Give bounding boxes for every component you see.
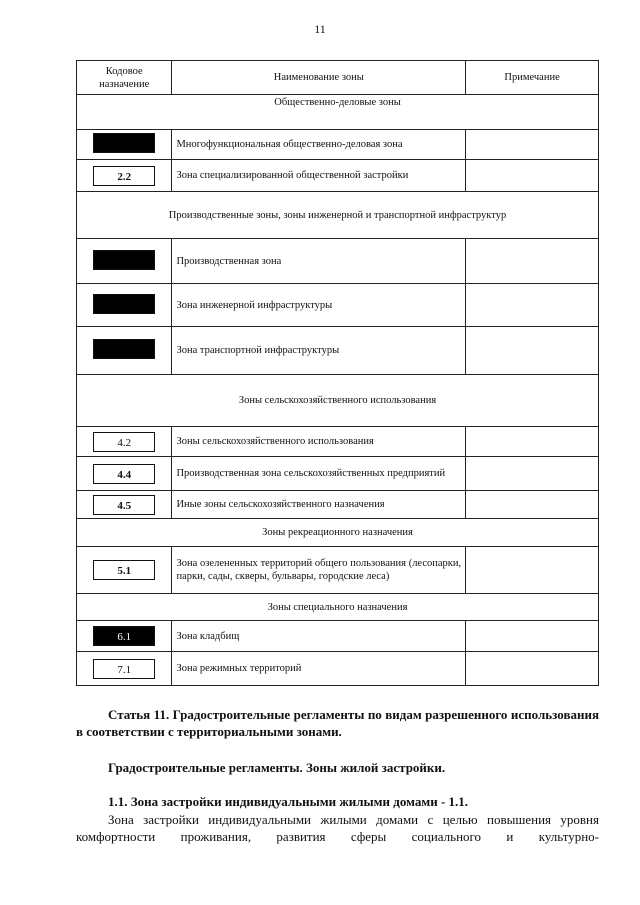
zone-row [77,327,599,375]
code-cell [77,284,172,327]
code-cell [77,621,172,652]
zone-note [466,652,599,686]
zone-code: 4.2 [93,432,155,452]
code-cell [77,327,172,375]
zone-code: 7.1 [93,659,155,679]
section-row [77,594,599,621]
article-heading: Статья 11. Градостроительные регламенты по видам разрешенного использования в соответствии с территориальными зонами. [76,707,599,739]
zone-row [77,160,599,192]
zone-row [77,130,599,160]
zone-row [77,427,599,457]
section-row [77,519,599,547]
section-title: Зоны рекреационного назначения [77,519,599,547]
zone-code-filled [93,133,155,153]
section-row [77,95,599,130]
section-title: Общественно-деловые зоны [77,95,599,130]
zone-row [77,652,599,686]
zone-row [77,621,599,652]
code-cell [77,239,172,284]
zone-row [77,547,599,594]
section-title: Зоны сельскохозяйственного использования [77,375,599,427]
zone-note [466,160,599,192]
zone-note [466,327,599,375]
section-title: Зоны специального назначения [77,594,599,621]
zones-table [76,60,599,686]
zone-row [77,284,599,327]
zone-code: 4.4 [93,464,155,484]
zone-name: Иные зоны сельскохозяйственного назначения [172,491,466,519]
code-cell [77,457,172,491]
zone-row [77,239,599,284]
code-cell [77,547,172,594]
zone-code-filled [93,339,155,359]
code-cell [77,491,172,519]
code-cell [77,160,172,192]
section-title: Производственные зоны, зоны инженерной и транспортной инфраструктур [77,192,599,239]
subsection-heading: 1.1. Зона застройки индивидуальными жилыми домами - 1.1. [108,794,469,809]
zone-name: Зона режимных территорий [172,652,466,686]
regulations-heading: Градостроительные регламенты. Зоны жилой застройки. [108,760,446,775]
zone-note [466,491,599,519]
zone-code-filled [93,294,155,314]
zone-code: 4.5 [93,495,155,515]
code-cell [77,652,172,686]
zone-row [77,491,599,519]
zone-note [466,284,599,327]
zone-name: Зоны сельскохозяйственного использования [172,427,466,457]
body-paragraph: Зона застройки индивидуальными жилыми домами с целью повышения уровня комфортности проживания, развития сферы социального и культурно- [76,812,599,844]
code-cell [77,130,172,160]
zone-name: Зона кладбищ [172,621,466,652]
header-name: Наименование зоны [172,61,466,95]
table-header-row [77,61,599,95]
page-number: 11 [314,22,326,36]
code-cell [77,427,172,457]
zone-code-filled [93,250,155,270]
zone-code: 2.2 [93,166,155,186]
zone-name: Многофункциональная общественно-деловая зона [172,130,466,160]
section-row [77,192,599,239]
header-code: Кодовое назначение [77,61,172,95]
section-row [77,375,599,427]
header-note: Примечание [466,61,599,95]
zone-name: Производственная зона [172,239,466,284]
zone-name: Зона инженерной инфраструктуры [172,284,466,327]
zone-name: Производственная зона сельскохозяйственных предприятий [172,457,466,491]
zone-note [466,427,599,457]
zone-name: Зона озелененных территорий общего пользования (лесопарки, парки, сады, скверы, бульвары, городские леса) [172,547,466,594]
zone-note [466,547,599,594]
zone-note [466,239,599,284]
zone-note [466,457,599,491]
zone-name: Зона специализированной общественной застройки [172,160,466,192]
zone-name: Зона транспортной инфраструктуры [172,327,466,375]
zone-code-filled: 6.1 [93,626,155,646]
zone-note [466,130,599,160]
zone-code: 5.1 [93,560,155,580]
zone-row [77,457,599,491]
zone-note [466,621,599,652]
